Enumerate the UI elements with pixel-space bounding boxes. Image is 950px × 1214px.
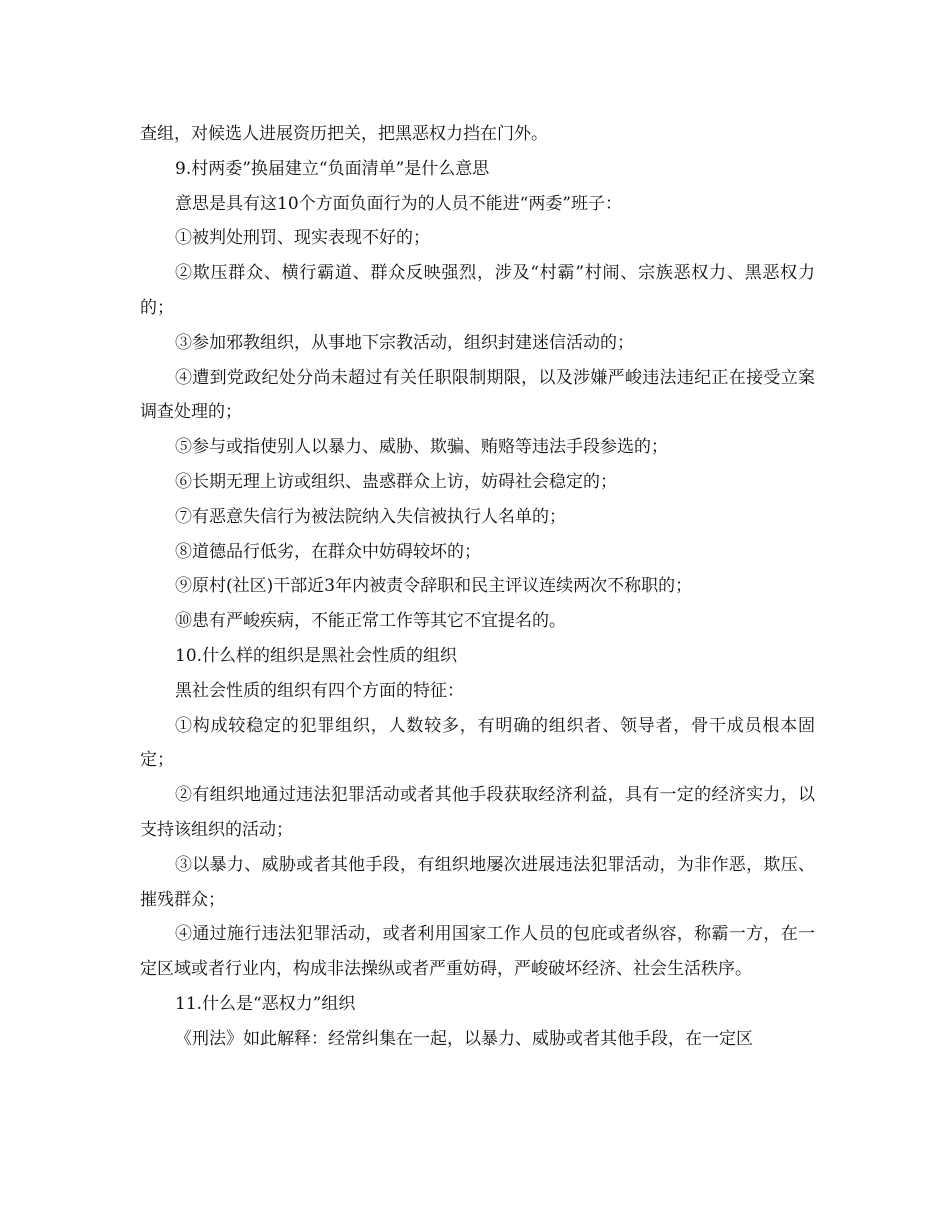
list-item-10-2: ②有组织地通过违法犯罪活动或者其他手段获取经济利益，具有一定的经济实力，以支持该组织的活动； — [140, 785, 815, 840]
list-item-10-1: ①构成较稳定的犯罪组织，人数较多，有明确的组织者、领导者，骨干成员根本固定； — [140, 715, 815, 771]
list-item-9-5: ⑤参与或指使别人以暴力、威胁、欺骗、贿赂等违法手段参选的； — [175, 437, 668, 458]
list-item-9-1: ①被判处刑罚、现实表现不好的； — [175, 228, 430, 249]
list-item-9-8: ⑧道德品行低劣，在群众中妨碍较坏的； — [175, 541, 481, 562]
list-item-10-3: ③以暴力、威胁或者其他手段，有组织地屡次进展违法犯罪活动，为非作恶，欺压、摧残群众； — [140, 854, 815, 910]
document-body — [140, 117, 815, 1057]
list-item-9-2: ②欺压群众、横行霸道、群众反映强烈，涉及“村霸”村闹、宗族恶权力、黑恶权力的； — [140, 263, 815, 318]
paragraph-answer-9-intro: 意思是具有这10个方面负面行为的人员不能进“两委”班子： — [175, 193, 623, 214]
heading-question-10: 10.什么样的组织是黑社会性质的组织 — [175, 645, 458, 666]
list-item-9-10: ⑩患有严峻疾病，不能正常工作等其它不宜提名的。 — [175, 611, 566, 632]
paragraph-continuation: 查组，对候选人进展资历把关，把黑恶权力挡在门外。 — [140, 124, 548, 144]
list-item-10-4: ④通过施行违法犯罪活动，或者利用国家工作人员的包庇或者纵容，称霸一方，在一定区域或者行业内，构成非法操纵或者严重妨碍，严峻破坏经济、社会生活秩序。 — [140, 924, 815, 980]
paragraph-answer-11: 《刑法》如此解释：经常纠集在一起，以暴力、威胁或者其他手段，在一定区 — [175, 1028, 753, 1049]
heading-question-11: 11.什么是“恶权力”组织 — [175, 993, 356, 1014]
list-item-9-4: ④遭到党政纪处分尚未超过有关任职限制期限，以及涉嫌严峻违法违纪正在接受立案调查处理的； — [140, 367, 815, 423]
heading-question-9: 9.村两委”换届建立“负面清单”是什么意思 — [175, 158, 490, 179]
list-item-9-6: ⑥长期无理上访或组织、蛊惑群众上访，妨碍社会稳定的； — [175, 471, 617, 492]
list-item-9-3: ③参加邪教组织，从事地下宗教活动，组织封建迷信活动的； — [175, 332, 634, 353]
paragraph-answer-10-intro: 黑社会性质的组织有四个方面的特征： — [175, 680, 464, 701]
list-item-9-9: ⑨原村(社区)干部近3年内被责令辞职和民主评议连续两次不称职的； — [175, 576, 693, 597]
list-item-9-7: ⑦有恶意失信行为被法院纳入失信被执行人名单的； — [175, 506, 566, 527]
